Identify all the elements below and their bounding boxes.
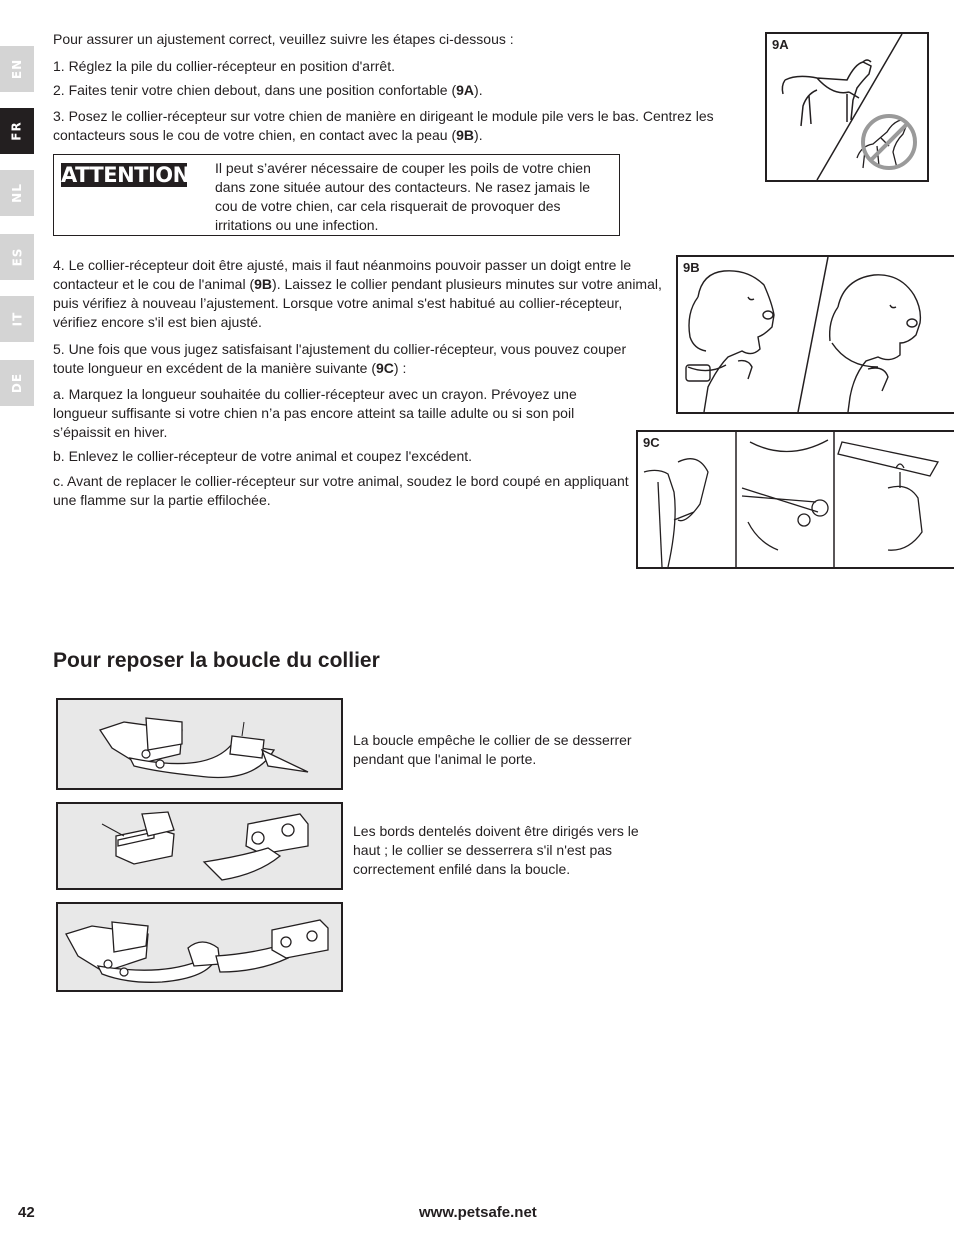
step-4-end: ). Laissez le collier pendant plusieurs minutes sur votre animal, puis vérifiez à nouveau l’ajustement. Lorsque votre animal s'est habitué au collier-récepteur, vérifiez encore s'il est bien ajusté. xyxy=(53,276,662,330)
step-5-end: ) : xyxy=(393,360,407,376)
attention-text: Il peut s’avérer nécessaire de couper les poils de votre chien dans zone située autour des contacteurs. Ne rasez jamais le cou de votre chien, car cela risquerait de provoquer des irritations ou une infection. xyxy=(215,160,591,233)
figure-ref-9a: 9A xyxy=(456,82,475,98)
lang-tab-label: EN xyxy=(10,58,24,80)
step-3-text: 3. Posez le collier-récepteur sur votre chien de manière en dirigeant le module pile vers le bas. Centrez les contacteurs sous le cou de votre chien, en contact avec la peau ( xyxy=(53,108,714,143)
step-4-text: 4. Le collier-récepteur doit être ajusté, mais il faut néanmoins pouvoir passer un doigt entre le contacteur et le cou de l'animal ( xyxy=(53,257,632,292)
lang-tab-it[interactable] xyxy=(0,296,34,342)
step-5 xyxy=(53,340,643,378)
lang-tab-en[interactable] xyxy=(0,46,34,92)
figure-9b xyxy=(676,255,954,414)
figure-ref-9c: 9C xyxy=(376,360,394,376)
lang-tab-label: DE xyxy=(9,372,24,394)
footer-url[interactable]: www.petsafe.net xyxy=(419,1204,537,1221)
lang-tab-label: IT xyxy=(10,311,24,327)
intro-text: Pour assurer un ajustement correct, veuillez suivre les étapes ci-dessous : xyxy=(53,31,514,47)
figure-ref-9b: 9B xyxy=(456,127,475,143)
step-1: 1. Réglez la pile du collier-récepteur en position d'arrêt. xyxy=(53,58,395,74)
buckle-figure-1 xyxy=(56,698,343,790)
step-3 xyxy=(53,107,753,145)
buckle-illustration-1 xyxy=(58,700,341,788)
collar-fit-illustration xyxy=(678,257,954,412)
dog-standing-illustration xyxy=(767,34,927,180)
lang-tab-de[interactable] xyxy=(0,360,34,406)
figure-9a-label: 9A xyxy=(772,37,789,52)
buckle-illustration-2 xyxy=(58,804,341,888)
buckle-heading: Pour reposer la boucle du collier xyxy=(53,649,380,672)
buckle-illustration-3 xyxy=(58,904,341,990)
figure-9c xyxy=(636,430,954,569)
step-2 xyxy=(53,81,753,100)
step-4 xyxy=(53,256,668,332)
lang-tab-es[interactable] xyxy=(0,234,34,280)
figure-9c-label: 9C xyxy=(643,435,660,450)
collar-trimming-illustration xyxy=(638,432,954,567)
lang-tab-label: FR xyxy=(10,121,24,141)
step-2-end: ). xyxy=(474,82,483,98)
step-5-text: 5. Une fois que vous jugez satisfaisant l'ajustement du collier-récepteur, vous pouvez couper toute longueur en excédent de la manière suivante ( xyxy=(53,341,627,376)
lang-tab-nl[interactable] xyxy=(0,170,34,216)
lang-tab-fr[interactable] xyxy=(0,108,34,154)
buckle-text-2: Les bords dentelés doivent être dirigés vers le haut ; le collier se desserrera s'il n'est pas correctement enfilé dans la boucle. xyxy=(353,823,639,877)
lang-tab-label: ES xyxy=(10,247,24,267)
buckle-figure-2 xyxy=(56,802,343,890)
step-2-text: 2. Faites tenir votre chien debout, dans une position confortable ( xyxy=(53,82,457,98)
figure-ref-9b: 9B xyxy=(254,276,273,292)
figure-9a xyxy=(765,32,929,182)
step-5b: b. Enlevez le collier-récepteur de votre animal et coupez l'excédent. xyxy=(53,448,473,464)
figure-9b-label: 9B xyxy=(683,260,700,275)
lang-tab-label: NL xyxy=(9,183,24,203)
attention-box xyxy=(53,154,620,236)
step-5a: a. Marquez la longueur souhaitée du collier-récepteur avec un crayon. Prévoyez une longueur suffisante si votre chien n’a pas encore atteint sa taille adulte ou si son poil s’épaissit en hiver. xyxy=(53,386,577,440)
buckle-text-1: La boucle empêche le collier de se desserrer pendant que l'animal le porte. xyxy=(353,732,632,767)
step-3-end: ). xyxy=(474,127,483,143)
buckle-figure-3 xyxy=(56,902,343,992)
attention-label: ATTENTION xyxy=(61,163,190,187)
step-5c: c. Avant de replacer le collier-récepteur sur votre animal, soudez le bord coupé en appliquant une flamme sur la partie effilochée. xyxy=(53,473,629,508)
page-number: 42 xyxy=(18,1204,35,1221)
